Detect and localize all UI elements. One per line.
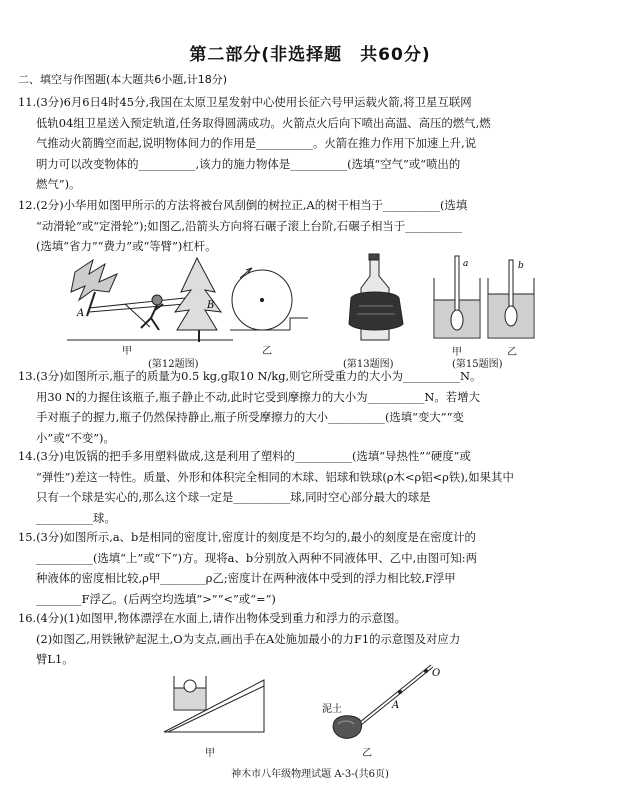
fig12-jia-tree-diagram [65,252,235,344]
q11-line1: 11.(3分)6月6日4时45分,我国在太原卫星发射中心使用长征六号甲运载火箭,将卫星互联网 [18,95,472,109]
q13-line2: 用30 N的力握住该瓶子,瓶子静止不动,此时它受到摩擦力的大小为__________N。若增大 [36,389,480,404]
fig16-label-a: A [392,700,400,711]
fig16-jia-label: 甲 [205,748,215,759]
fig12-label-a: A [77,308,85,319]
fig16-yi-label: 乙 [362,748,372,759]
q16-line1: 16.(4分)(1)如图甲,物体漂浮在水面上,请作出物体受到重力和浮力的示意图。 [18,611,406,625]
page-footer: 神木市八年级物理试题 A-3-(共6页) [231,769,389,780]
fig15-yi-label: 乙 [507,347,517,358]
q13-line1: 13.(3分)如图所示,瓶子的质量为0.5 kg,g取10 N/kg,则它所受重力的大小为__________N。 [18,369,482,383]
question-13 [18,366,604,448]
fig15-hydrometer-diagram [430,254,540,344]
fig13-caption: (第13题图) [343,359,394,370]
figure-row-1 [0,252,620,370]
fig16-jia-diagram [160,666,270,746]
q15-line4: ________F浮乙。(后两空均选填“>”“<”或“=”) [36,591,276,606]
fig15-caption: (第15题图) [452,359,503,370]
section-text: 二、填空与作图题(本大题共6小题,计18分) [18,73,228,86]
q11-line5: 燃气”)。 [36,177,81,191]
q15-line1: 15.(3分)如图所示,a、b是相同的密度计,密度计的刻度是不均匀的,最小的刻度是在密度计的 [18,530,476,544]
q16-line2: (2)如图乙,用铁锹铲起泥土,O为支点,画出手在A处施加最小的力F1的示意图及对应力 [36,631,461,646]
q14-line3: 只有一个球是实心的,那么这个球一定是__________球,同时空心部分最大的球是 [36,490,431,504]
question-12 [18,195,604,257]
fig15-label-b: b [518,261,524,271]
fig12-jia-label: 甲 [122,346,132,357]
q12-line3: (选填“省力”“费力”或“等臂”)杠杆。 [36,239,217,253]
question-15 [18,527,604,609]
q15-line2: __________(选填“上”或“下”)方。现将a、b分别放入两种不同液体甲、乙中,由图可知:两 [36,550,478,565]
q11-line4: 明力可以改变物体的__________,该力的施力物体是__________(选填“空气”或“喷出的 [36,156,461,171]
q12-line2: “动滑轮”或“定滑轮”);如图乙,沿箭头方向将石碾子滚上台阶,石碾子相当于__________ [36,218,463,233]
q14-line2: “弹性”)差这一特性。质量、外形和体积完全相同的木球、铝球和铁球(ρ木<ρ铝<ρ铁),如果其中 [36,469,514,484]
q13-line3: 手对瓶子的握力,瓶子仍然保持静止,瓶子所受摩擦力的大小__________(选填“变大”“变 [36,410,464,424]
fig12-caption: (第12题图) [148,359,199,370]
section-heading [18,70,604,91]
fig13-bottle-diagram [345,254,405,346]
fig16-label-o: O [432,668,441,679]
fig15-jia-label: 甲 [452,347,462,358]
q14-line4: __________球。 [36,510,116,525]
fig16-yi-diagram [320,660,460,750]
part-title: 第二部分(非选择题 共60分) [189,45,431,65]
fig12-label-b: B [207,300,215,311]
fig15-label-a: a [463,259,469,269]
question-11 [18,92,604,195]
fig16-soil-label: 泥土 [322,704,342,715]
fig12-yi-label: 乙 [262,346,272,357]
q15-line3: 种液体的密度相比较,ρ甲________ρ乙;密度计在两种液体中受到的浮力相比较,F浮甲 [36,571,456,585]
figure-row-2 [0,660,620,760]
q13-line4: 小”或“不变”)。 [36,430,115,445]
q11-line2: 低轨04组卫星送入预定轨道,任务取得圆满成功。火箭点火后向下喷出高温、高压的燃气,燃 [36,115,491,130]
question-14 [18,446,604,528]
q11-line3: 气推动火箭腾空而起,说明物体间力的作用是__________。火箭在推力作用下加速上升,说 [36,136,477,150]
fig12-yi-roller-diagram [230,264,310,344]
q14-line1: 14.(3分)电饭锅的把手多用塑料做成,这是利用了塑料的__________(选填“导热性”“硬度”或 [18,449,471,463]
q12-line1: 12.(2分)小华用如图甲所示的方法将被台风刮倒的树拉正,A的树干相当于__________(选填 [18,198,468,212]
q16-line3: 臂L1。 [36,652,74,666]
